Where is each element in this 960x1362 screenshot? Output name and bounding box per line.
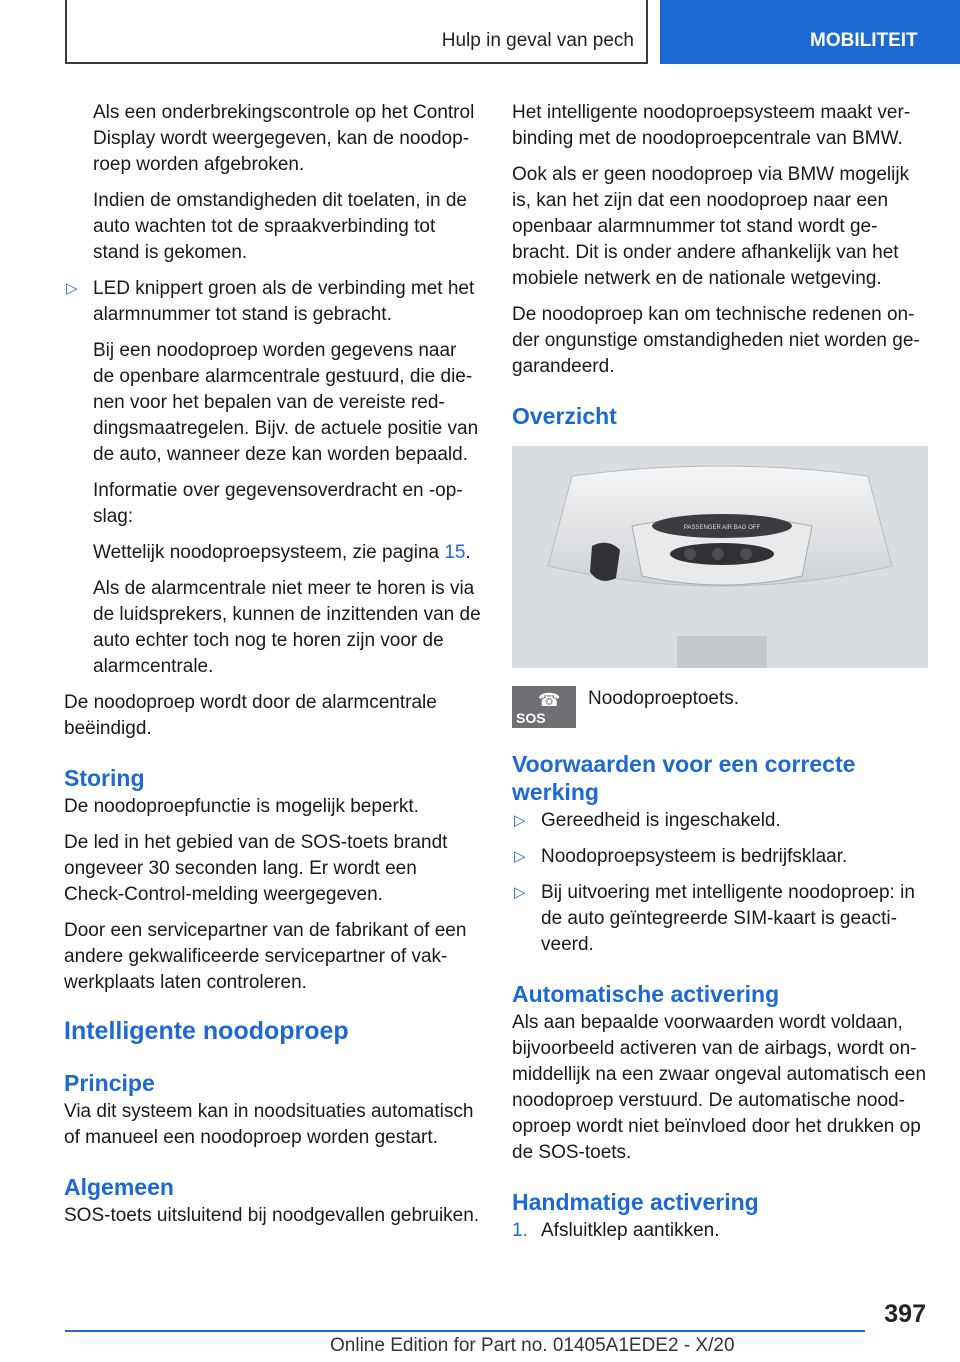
heading-handmatige-activering: Handmatige activering <box>512 1189 759 1215</box>
left-column <box>64 100 482 1239</box>
sos-console-photo <box>512 446 928 668</box>
numbered-step: 1. Afsluitklep aantikken. <box>512 1218 928 1244</box>
paragraph: Het intelligente noodoproepsysteem maakt verbinding met de noodoproepcentrale van BMW. <box>512 102 911 149</box>
triangle-bullet-icon: ▷ <box>514 884 526 901</box>
legend-text: Noodoproeptoets. <box>588 688 740 709</box>
heading-storing: Storing <box>64 765 145 791</box>
paragraph: De noodoproep wordt door de alarmcentrale beëindigd. <box>64 692 437 739</box>
heading-intelligente-noodoproep: Intelligente noodoproep <box>64 1017 349 1045</box>
sos-button-icon <box>512 686 576 728</box>
paragraph: Informatie over gegevensoverdracht en -opslag: <box>93 480 463 527</box>
footer-divider <box>65 1330 865 1332</box>
header-chapter-title: MOBILITEIT <box>810 30 918 51</box>
heading-voorwaarden: Voorwaarden voor een correcte werking <box>512 751 856 805</box>
header-chapter-tab <box>660 0 960 64</box>
paragraph: Ook als er geen noodoproep via BMW mogelijk is, kan het zijn dat een noodoproep naar een openbaar alarmnummer tot stand wordt gebracht. Dit is onder andere afhankelijk van het mobiele netwerk en de nationale wetgeving. <box>512 164 910 289</box>
page-link[interactable]: 15 <box>444 542 466 563</box>
paragraph: Bij een noodoproep worden gegevens naar de openbare alarmcentrale gestuurd, die dienen voor het bepalen van de vereiste reddingsmaatregelen. Bijv. de actuele positie van de auto, wanneer deze kan worden bepaald. <box>93 340 479 465</box>
heading-overzicht: Overzicht <box>512 403 617 429</box>
list-item: ▷ Gereedheid is ingeschakeld. <box>512 808 928 834</box>
paragraph: Via dit systeem kan in noodsituaties automatisch of manueel een noodoproep worden gestart. <box>64 1101 474 1148</box>
paragraph: Door een servicepartner van de fabrikant of een andere gekwalificeerde servicepartner of vakwerkplaats laten controleren. <box>64 920 467 993</box>
triangle-bullet-icon: ▷ <box>514 812 526 829</box>
list-item: ▷ LED knippert groen als de verbinding met het alarmnummer tot stand is gebracht. <box>66 278 475 325</box>
paragraph: De noodoproep kan om technische redenen onder ongunstige omstandigheden niet worden gegarandeerd. <box>512 304 920 377</box>
paragraph: De led in het gebied van de SOS-toets brandt ongeveer 30 seconden lang. Er wordt een Check-Control-melding weergegeven. <box>64 832 448 905</box>
right-column <box>512 100 928 1254</box>
paragraph: SOS-toets uitsluitend bij noodgevallen gebruiken. <box>64 1205 480 1226</box>
header-section-box <box>65 0 648 64</box>
triangle-bullet-icon: ▷ <box>66 280 78 297</box>
paragraph: Als de alarmcentrale niet meer te horen is via de luidsprekers, kunnen de inzittenden van de auto echter toch nog te horen zijn voor de alarmcentrale. <box>93 578 481 677</box>
airbag-indicator-label: PASSENGER AIR BAG OFF <box>683 525 761 531</box>
heading-principe: Principe <box>64 1070 155 1096</box>
paragraph: De noodoproepfunctie is mogelijk beperkt. <box>64 796 419 817</box>
paragraph: Als aan bepaalde voorwaarden wordt voldaan, bijvoorbeeld activeren van de airbags, wordt onmiddellijk na een zwaar ongeval automatisch een noodoproep verstuurd. De automatische noodoproep wordt niet beïnvloed door het drukken op de SOS-toets. <box>512 1012 927 1163</box>
list-item: ▷ Bij uitvoering met intelligente noodoproep: in de auto geïntegreerde SIM-kaart is geactiveerd. <box>514 882 915 955</box>
page-number: 397 <box>884 1300 926 1328</box>
step-number: 1. <box>512 1220 528 1241</box>
footer-edition: Online Edition for Part no. 01405A1EDE2 - X/20 <box>330 1335 735 1356</box>
list-item: ▷ Noodoproepsysteem is bedrijfsklaar. <box>512 844 928 870</box>
paragraph: Wettelijk noodoproepsysteem, zie pagina 15. <box>93 542 471 563</box>
header-section-title: Hulp in geval van pech <box>441 30 634 51</box>
sos-icon-label: SOS <box>516 710 546 726</box>
legend-row <box>512 686 928 728</box>
heading-algemeen: Algemeen <box>64 1174 174 1200</box>
paragraph: Als een onderbrekingscontrole op het Control Display wordt weergegeven, kan de noodoproep worden afgebroken. <box>93 102 475 175</box>
heading-automatische-activering: Automatische activering <box>512 981 780 1007</box>
paragraph: Indien de omstandigheden dit toelaten, in de auto wachten tot de spraakverbinding tot stand is gekomen. <box>93 190 467 263</box>
triangle-bullet-icon: ▷ <box>514 848 526 865</box>
overhead-console-illustration <box>512 446 928 668</box>
phone-icon: ☎ <box>538 690 561 710</box>
